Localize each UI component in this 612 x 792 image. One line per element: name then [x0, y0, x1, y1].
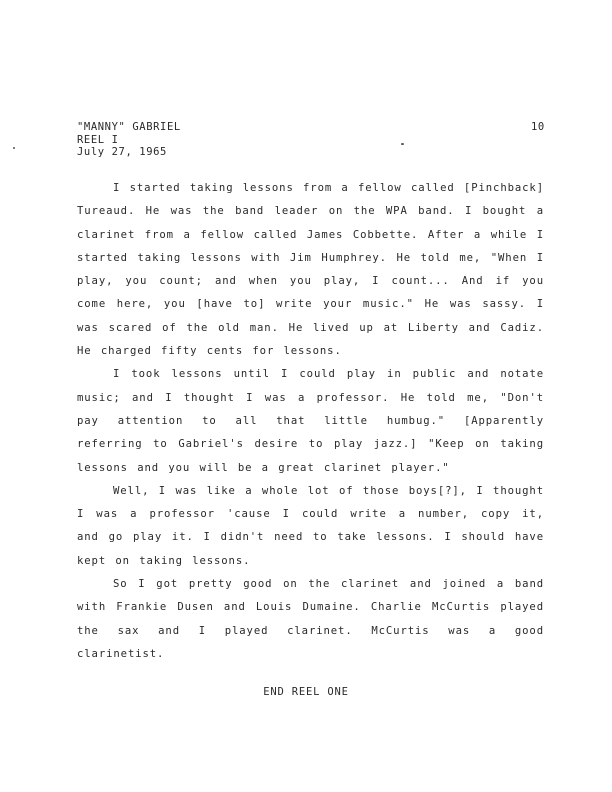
page-number: 10 — [531, 121, 545, 133]
paragraph: I started taking lessons from a fellow called [Pinchback] Tureaud. He was the band leader on the WPA band. I bought a clarinet from a fellow called James Cobbette. After a while I started taking lessons with Jim Humphrey. He told me, "When I play, you count; and when you play, I count... And if you come here, you [have to] write your music." He was sassy. I was scared of the old man. He lived up at Liberty and Cadiz. He charged fifty cents for lessons. — [77, 182, 544, 358]
interviewee-name: "MANNY" GABRIEL — [77, 121, 181, 133]
document-header — [77, 121, 181, 159]
paragraph: Well, I was like a whole lot of those boys[?], I thought I was a professor 'cause I could write a number, copy it, and go play it. I didn't need to take lessons. I should have kept on taking lessons. — [77, 484, 544, 567]
interview-date: July 27, 1965 — [77, 146, 167, 158]
transcript-body — [77, 177, 544, 666]
paragraph: I took lessons until I could play in public and notate music; and I thought I was a professor. He told me, "Don't pay attention to all that little humbug." [Apparently referring to Gabriel's desire to play jazz.] "Keep on taking lessons and you will be a great clarinet player." — [77, 368, 544, 474]
reel-label: REEL I — [77, 133, 119, 146]
end-reel-marker: END REEL ONE — [263, 686, 349, 698]
scan-speck — [401, 143, 404, 145]
scan-speck — [13, 147, 15, 149]
paragraph: So I got pretty good on the clarinet and joined a band with Frankie Dusen and Louis Dumaine. Charlie McCurtis played the sax and I played clarinet. McCurtis was a good clarinetist. — [77, 578, 544, 660]
